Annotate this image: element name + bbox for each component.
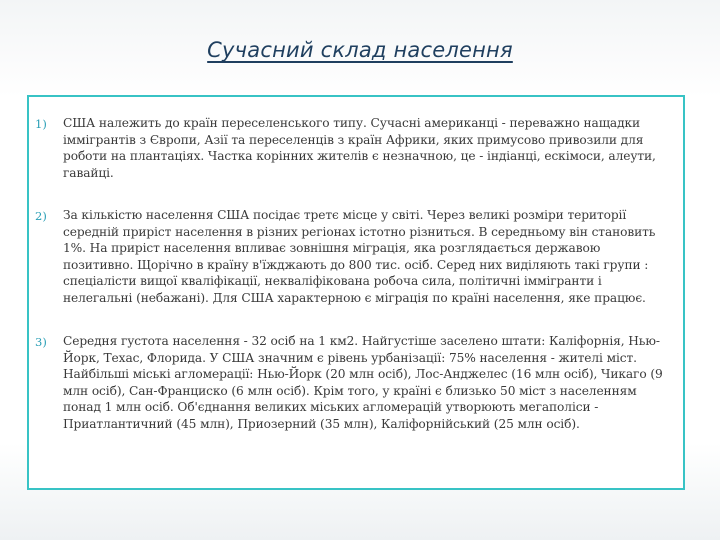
list-item-text: Середня густота населення - 32 осіб на 1 км2. Найгустіше заселено штати: Каліфорнія, Нью-Йорк, Техас, Флорида. У США значним є рівень урбанізації: 75% населення - жителі міст. Найбільші міські агломерації: Нью-Йорк (20 млн осіб), Лос-Анджелес (16 млн осіб), Чикаго (9 млн осіб), Сан-Франциско (6 млн осіб). Крім того, у країні є близько 50 міст з населенням понад 1 млн осіб. Об'єднання великих міських агломерацій утворюють мегаполіси - Приатлантичний (45 млн), Приозерний (35 млн), Каліфорнійський (25 млн осіб). <box>63 334 663 431</box>
list-item-number: 3) <box>35 335 47 349</box>
slide-title: Сучасний склад населення <box>207 38 513 62</box>
list-item-text: За кількістю населення США посідає третє місце у світі. Через великі розміри території середній приріст населення в різних регіонах істотно різниться. В середньому він становить 1%. На приріст населення впливає зовнішня міграція, яка розглядається державою позитивно. Щорічно в країну в'їжджають до 800 тис. осіб. Серед них виділяють такі групи : спеціалісти вищої кваліфікації, некваліфікована робоча сила, політичні іммігранти і нелегальні (небажані). Для США характерною є міграція по країні населення, яке працює. <box>63 208 656 305</box>
content-box <box>27 95 685 490</box>
list-item-number: 1) <box>35 117 47 131</box>
list-item-text: США належить до країн переселенського типу. Сучасні американці - переважно нащадки іммігрантів з Європи, Азії та переселенців з країн Африки, яких примусово привозили для роботи на плантаціях. Частка корінних жителів є незначною, це - індіанці, ескімоси, алеути, гавайці. <box>63 116 656 180</box>
list-item-number: 2) <box>35 209 47 223</box>
